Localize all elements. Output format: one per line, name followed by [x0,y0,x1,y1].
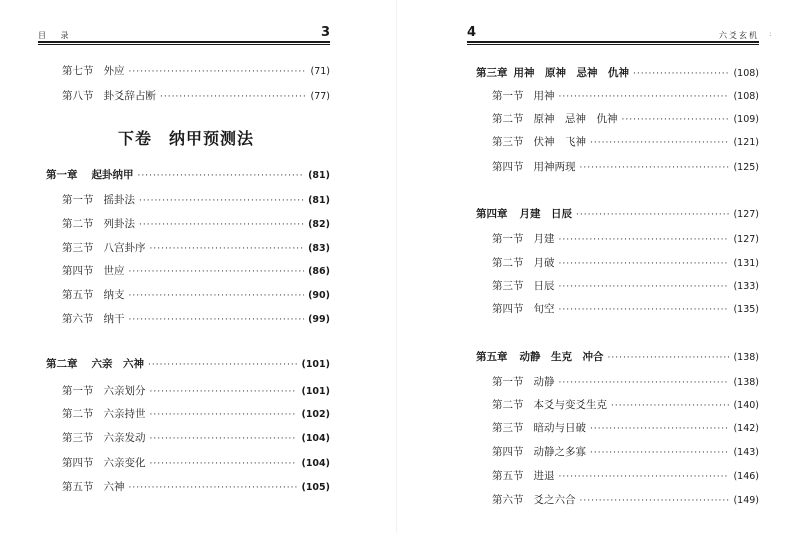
toc-entry [492,492,759,508]
toc-entry [492,444,759,460]
chapter-number: 第四章 [476,208,508,220]
section-title: 六亲持世 [103,408,146,420]
page-ref: (83) [308,243,330,254]
section-title: 本爻与变爻生克 [533,399,607,411]
section-title: 八宫卦序 [103,242,146,254]
section-title: 动静之多寡 [533,446,586,458]
toc-entry [492,420,759,436]
header-rule-thin [467,44,759,45]
page-ref: (81) [308,170,330,181]
page-ref: (127) [733,209,759,220]
page-ref: (90) [308,290,330,301]
page-ref: (108) [733,68,759,79]
dot-leader [590,445,729,461]
page-ref: (86) [308,266,330,277]
section-number: 第五节 [62,289,94,301]
chapter-number: 第一章 [46,169,78,181]
page-ref: (133) [733,281,759,292]
page-ref: (138) [733,352,759,363]
chapter-number: 第二章 [46,358,78,370]
section-title: 纳干 [103,313,125,325]
dot-leader [139,193,304,209]
page-ref: (102) [301,409,330,420]
dot-leader [129,64,307,80]
right-page [397,0,793,533]
toc-entry [62,192,330,208]
page-ref: (109) [733,114,759,125]
dot-leader [138,168,305,184]
dot-leader [150,241,305,257]
page-ref: (149) [733,495,759,506]
section-title: 旬空 [533,303,555,315]
page-ref: (101) [301,359,330,370]
page-ref: (125) [733,162,759,173]
toc-entry [492,134,759,150]
page-ref: (101) [301,386,330,397]
section-number: 第一节 [492,376,524,388]
header-rule [38,41,330,43]
chapter-title: 月建 日辰 [519,208,572,220]
section-title: 暗动与日破 [533,422,586,434]
section-number: 第一节 [492,90,524,102]
section-number: 第三节 [492,136,524,148]
chapter-title: 起卦纳甲 [91,169,134,181]
dot-leader [559,232,730,248]
page-ref: (105) [301,482,330,493]
section-number: 第五节 [62,481,94,493]
page-ref: (82) [308,219,330,230]
dot-leader [150,456,298,472]
toc-chapter [476,349,759,365]
header-rule [467,41,759,43]
header-title: 六爻玄机 [719,31,759,40]
page-ref: (131) [733,258,759,269]
chapter-title: 动静 生克 冲合 [519,351,604,363]
toc-entry [62,406,330,422]
dot-leader [129,312,305,328]
toc-entry [62,88,330,104]
dot-leader [559,279,730,295]
toc-entry [492,231,759,247]
toc-chapter [476,65,759,81]
section-title: 摇卦法 [103,194,135,206]
section-number: 第一节 [62,385,94,397]
section-number: 第一节 [492,233,524,245]
section-number: 第四节 [62,457,94,469]
dot-leader [150,407,298,423]
page-ref: (71) [310,66,330,77]
page-ref: (99) [308,314,330,325]
page-number: 3 [320,25,330,40]
toc-entry [492,159,759,175]
section-title: 外应 [103,65,125,77]
toc-entry [62,216,330,232]
toc-entry [62,455,330,471]
section-title: 用神两现 [533,161,576,173]
header-rule-thin [38,44,330,45]
chapter-title: 用神 原神 忌神 仇神 [513,67,629,79]
chapter-number: 第五章 [476,351,508,363]
toc-entry [62,430,330,446]
dot-leader [559,302,730,318]
section-number: 第四节 [492,161,524,173]
section-title: 列卦法 [103,218,135,230]
chapter-title: 六亲 六神 [91,358,144,370]
section-title: 六神 [103,481,125,493]
page-ref: (104) [301,433,330,444]
dot-leader [148,357,297,373]
toc-entry [492,111,759,127]
toc-chapter [46,356,330,372]
page-number: 4 [467,25,477,40]
section-title: 月破 [533,257,555,269]
dot-leader [611,398,729,414]
section-number: 第五节 [492,470,524,482]
toc-entry [62,240,330,256]
section-number: 第三节 [62,432,94,444]
toc-entry [492,255,759,271]
dot-leader [576,207,729,223]
toc-entry [62,63,330,79]
page-ref: (81) [308,195,330,206]
section-title: 卦爻辞占断 [103,90,156,102]
section-title: 世应 [103,265,125,277]
volume-title: 下卷 纳甲预测法 [118,129,255,148]
toc-entry [492,397,759,413]
page-ref: (140) [733,400,759,411]
page-ref: (143) [733,447,759,458]
section-title: 伏神 飞神 [533,136,586,148]
dot-leader [150,384,298,400]
section-title: 六亲变化 [103,457,146,469]
toc-entry [62,479,330,495]
page-ref: (146) [733,471,759,482]
section-title: 六亲发动 [103,432,146,444]
section-title: 日辰 [533,280,555,292]
page-header [38,26,330,40]
section-title: 月建 [533,233,555,245]
section-title: 用神 [533,90,555,102]
page-ref: (135) [733,304,759,315]
section-title: 原神 忌神 仇神 [533,113,618,125]
section-number: 第三节 [492,422,524,434]
section-number: 第八节 [62,90,94,102]
dot-leader [129,264,305,280]
section-title: 爻之六合 [533,494,576,506]
page-ref: (77) [310,91,330,102]
toc-entry [62,311,330,327]
section-number: 第四节 [492,446,524,458]
dot-leader [622,112,730,128]
section-number: 第一节 [62,194,94,206]
toc-entry [492,301,759,317]
section-number: 第六节 [62,313,94,325]
dot-leader [139,217,304,233]
chapter-number: 第三章 [476,67,508,79]
toc-entry [62,287,330,303]
page-ref: (127) [733,234,759,245]
section-number: 第三节 [492,280,524,292]
section-title: 进退 [533,470,555,482]
header-title: 目 录 [38,31,75,40]
section-number: 第三节 [62,242,94,254]
section-number: 第四节 [492,303,524,315]
dot-leader [580,493,730,509]
dot-leader [559,469,730,485]
section-number: 第二节 [62,408,94,420]
dot-leader [580,160,730,176]
toc-chapter [476,206,759,222]
section-number: 第二节 [62,218,94,230]
dot-leader [633,66,729,82]
dot-leader [129,288,305,304]
dot-leader [590,135,729,151]
section-number: 第二节 [492,399,524,411]
toc-entry [492,468,759,484]
section-title: 纳支 [103,289,125,301]
dot-leader [559,256,730,272]
toc-entry [62,263,330,279]
toc-entry [492,278,759,294]
toc-entry [492,374,759,390]
dot-leader [559,89,730,105]
toc-entry [492,88,759,104]
toc-chapter [46,167,330,183]
section-number: 第二节 [492,257,524,269]
dot-leader [150,431,298,447]
section-number: 第六节 [492,494,524,506]
page-ref: (108) [733,91,759,102]
dot-leader [590,421,729,437]
section-title: 动静 [533,376,555,388]
page-ref: (104) [301,458,330,469]
section-title: 六亲划分 [103,385,146,397]
left-page [0,0,396,533]
page-header [467,26,759,40]
page-ref: (138) [733,377,759,388]
dot-leader [559,375,730,391]
dot-leader [129,480,298,496]
section-number: 第七节 [62,65,94,77]
page-ref: (142) [733,423,759,434]
page-ref: (121) [733,137,759,148]
section-number: 第二节 [492,113,524,125]
section-number: 第四节 [62,265,94,277]
corner-mark: : [769,30,772,38]
toc-entry [62,383,330,399]
dot-leader [160,89,306,105]
dot-leader [608,350,730,366]
